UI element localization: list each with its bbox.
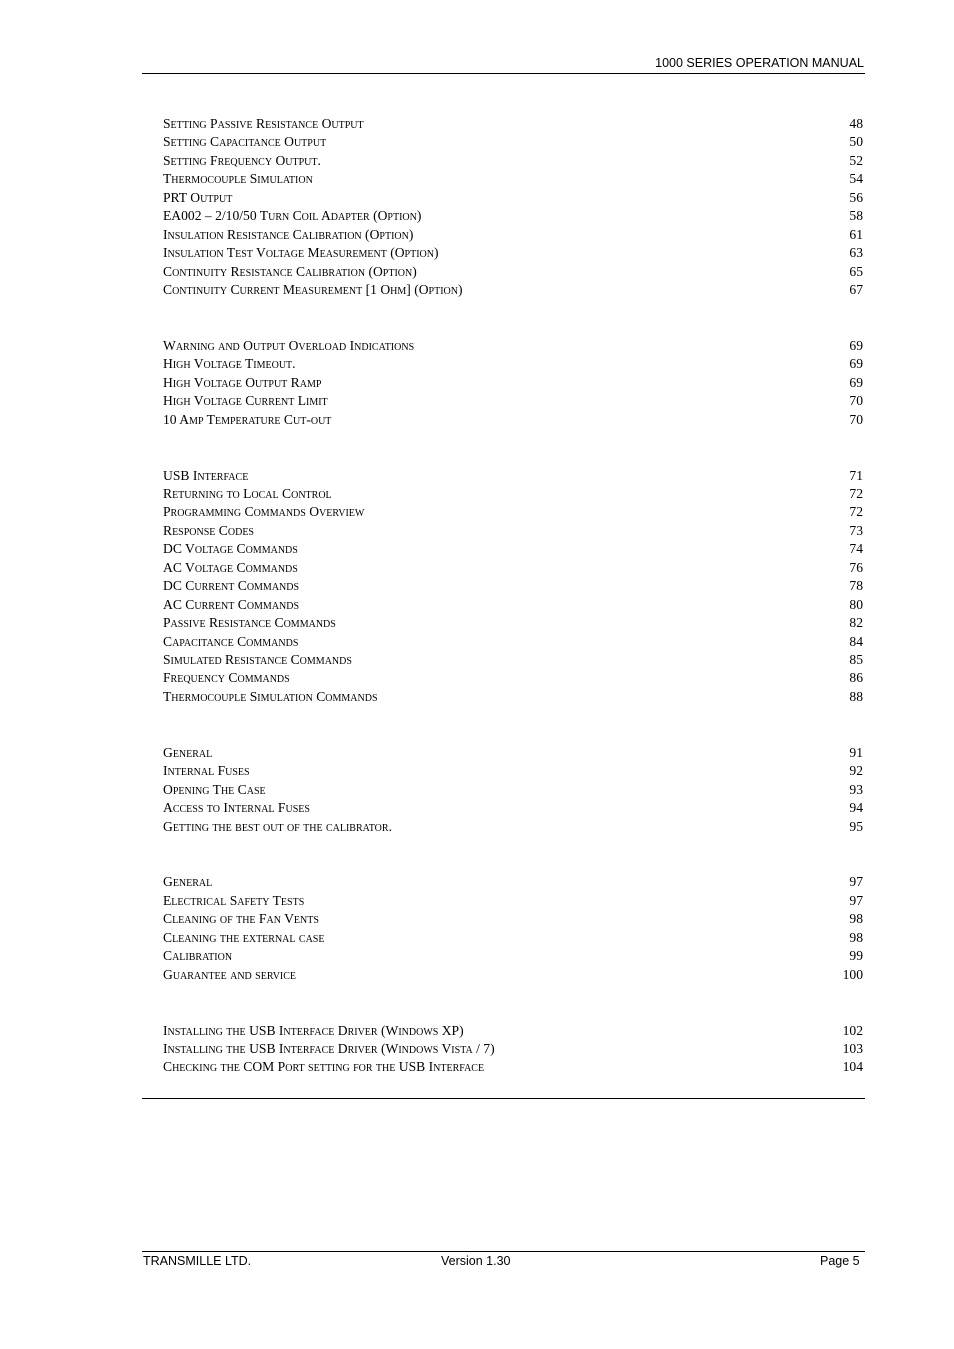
toc-entry-title: Setting Frequency Output. xyxy=(163,152,321,168)
toc-entry-title: Cleaning of the Fan Vents xyxy=(163,911,319,927)
toc-entry-title: Setting Capacitance Output xyxy=(163,134,327,150)
toc-entry-page: 92 xyxy=(849,763,863,779)
table-of-contents xyxy=(163,115,863,1114)
toc-entry-page: 98 xyxy=(849,911,863,927)
toc-entry-title: Opening The Case xyxy=(163,781,266,797)
toc-entry-title: DC Voltage Commands xyxy=(163,541,298,557)
toc-entry-page: 52 xyxy=(849,152,863,168)
toc-entry-page: 97 xyxy=(849,892,863,908)
toc-entry[interactable] xyxy=(163,540,863,558)
toc-entry-page: 104 xyxy=(842,1059,863,1075)
toc-entry-page: 69 xyxy=(849,356,863,372)
toc-entry-title: Installing the USB Interface Driver (Windows Vista / 7) xyxy=(163,1041,495,1056)
toc-entry-page: 69 xyxy=(849,374,863,390)
toc-entry-page: 97 xyxy=(849,874,863,890)
toc-entry[interactable] xyxy=(163,596,863,614)
toc-entry-page: 72 xyxy=(849,486,863,501)
toc-entry[interactable] xyxy=(163,1022,863,1040)
toc-entry-page: 98 xyxy=(849,929,863,945)
toc-entry-page: 65 xyxy=(849,263,863,279)
toc-entry-page: 93 xyxy=(849,781,863,797)
toc-entry-page: 58 xyxy=(849,208,863,224)
toc-entry[interactable] xyxy=(163,577,863,595)
toc-entry[interactable] xyxy=(163,818,863,836)
toc-entry-title: Checking the COM Port setting for the USB Interface xyxy=(163,1059,485,1075)
toc-entry[interactable] xyxy=(163,226,863,244)
toc-entry[interactable] xyxy=(163,1040,863,1058)
toc-entry-title: EA002 – 2/10/50 Turn Coil Adapter (Option) xyxy=(163,208,422,224)
toc-entry-page: 102 xyxy=(842,1022,863,1038)
toc-entry[interactable] xyxy=(163,355,863,373)
toc-entry-title: 10 Amp Temperature Cut-out xyxy=(163,411,332,427)
toc-entry[interactable] xyxy=(163,374,863,392)
toc-entry-title: AC Voltage Commands xyxy=(163,559,298,575)
toc-entry[interactable] xyxy=(163,392,863,410)
toc-entry[interactable] xyxy=(163,688,863,706)
toc-group xyxy=(163,115,863,299)
toc-entry-title: Response Codes xyxy=(163,522,254,538)
toc-entry-title: Warning and Output Overload Indications xyxy=(163,337,415,353)
toc-entry[interactable] xyxy=(163,762,863,780)
toc-entry[interactable] xyxy=(163,170,863,188)
page-header-title: 1000 SERIES OPERATION MANUAL xyxy=(655,56,864,70)
toc-entry[interactable] xyxy=(163,115,863,133)
toc-entry[interactable] xyxy=(163,966,863,984)
toc-entry-page: 72 xyxy=(849,504,863,520)
toc-entry-page: 61 xyxy=(849,226,863,242)
toc-entry[interactable] xyxy=(163,503,863,521)
toc-entry-title: Programming Commands Overview xyxy=(163,504,365,520)
toc-entry[interactable] xyxy=(163,744,863,762)
toc-entry[interactable] xyxy=(163,947,863,965)
toc-entry-page: 76 xyxy=(849,559,863,575)
toc-entry[interactable] xyxy=(163,892,863,910)
toc-entry-title: Thermocouple Simulation Commands xyxy=(163,688,378,704)
toc-entry[interactable] xyxy=(163,799,863,817)
toc-entry[interactable] xyxy=(163,873,863,891)
toc-entry-page: 82 xyxy=(849,615,863,631)
toc-entry-page: 84 xyxy=(849,633,863,649)
toc-entry[interactable] xyxy=(163,1058,863,1076)
toc-entry[interactable] xyxy=(163,522,863,540)
toc-entry[interactable] xyxy=(163,244,863,262)
toc-entry-title: Guarantee and service xyxy=(163,966,297,982)
toc-entry[interactable] xyxy=(163,781,863,799)
toc-group xyxy=(163,873,863,984)
toc-entry-title: Installing the USB Interface Driver (Windows XP) xyxy=(163,1022,464,1038)
footer-company: TRANSMILLE LTD. xyxy=(143,1254,252,1268)
toc-end-rule xyxy=(142,1098,865,1099)
toc-entry[interactable] xyxy=(163,559,863,577)
toc-entry-title: Returning to Local Control xyxy=(163,486,332,501)
toc-entry[interactable] xyxy=(163,669,863,687)
toc-entry-title: Continuity Resistance Calibration (Option) xyxy=(163,263,417,279)
toc-entry-title: Getting the best out of the calibrator. xyxy=(163,818,392,834)
toc-entry-title: Insulation Test Voltage Measurement (Option) xyxy=(163,245,439,261)
toc-entry-title: Access to Internal Fuses xyxy=(163,800,310,816)
toc-entry-title: Calibration xyxy=(163,948,233,964)
toc-entry-page: 70 xyxy=(849,411,863,427)
toc-entry[interactable] xyxy=(163,152,863,170)
toc-entry[interactable] xyxy=(163,411,863,429)
toc-entry[interactable] xyxy=(163,189,863,207)
toc-entry[interactable] xyxy=(163,910,863,928)
toc-entry-title: General xyxy=(163,744,213,760)
toc-entry[interactable] xyxy=(163,337,863,355)
toc-entry-page: 71 xyxy=(849,467,863,483)
toc-entry-title: High Voltage Current Limit xyxy=(163,393,328,409)
toc-entry-title: PRT Output xyxy=(163,189,233,205)
toc-entry-page: 99 xyxy=(849,948,863,964)
toc-entry-page: 56 xyxy=(849,189,863,205)
toc-entry-page: 94 xyxy=(849,800,863,816)
toc-entry[interactable] xyxy=(163,651,863,669)
toc-entry-page: 95 xyxy=(849,818,863,834)
toc-entry-title: DC Current Commands xyxy=(163,578,300,594)
toc-entry-page: 100 xyxy=(842,966,863,982)
toc-entry-page: 73 xyxy=(849,522,863,538)
toc-entry[interactable] xyxy=(163,263,863,281)
toc-entry-page: 48 xyxy=(849,116,863,131)
toc-entry-title: Cleaning the external case xyxy=(163,929,325,945)
toc-group xyxy=(163,467,863,707)
footer-version: Version 1.30 xyxy=(441,1254,511,1268)
toc-entry-title: Simulated Resistance Commands xyxy=(163,651,352,667)
toc-entry-title: Internal Fuses xyxy=(163,763,250,779)
toc-group xyxy=(163,744,863,836)
toc-group xyxy=(163,1022,863,1077)
toc-entry-page: 103 xyxy=(842,1041,863,1056)
footer-rule xyxy=(142,1251,865,1252)
toc-entry[interactable] xyxy=(163,207,863,225)
toc-entry-page: 74 xyxy=(849,541,863,557)
toc-group xyxy=(163,337,863,429)
toc-entry-title: Capacitance Commands xyxy=(163,633,299,649)
toc-entry-title: Frequency Commands xyxy=(163,670,290,686)
toc-entry-page: 78 xyxy=(849,578,863,594)
toc-entry-page: 70 xyxy=(849,393,863,409)
toc-entry-title: Electrical Safety Tests xyxy=(163,892,305,908)
toc-entry[interactable] xyxy=(163,467,863,485)
toc-entry-page: 69 xyxy=(849,337,863,353)
toc-entry-page: 80 xyxy=(849,596,863,612)
toc-entry-page: 86 xyxy=(849,670,863,686)
toc-entry[interactable] xyxy=(163,133,863,151)
toc-entry-title: General xyxy=(163,874,213,890)
toc-entry-page: 85 xyxy=(849,651,863,667)
header-rule xyxy=(142,73,865,74)
toc-entry-title: Thermocouple Simulation xyxy=(163,171,313,187)
toc-entry-page: 63 xyxy=(849,245,863,261)
toc-entry-page: 88 xyxy=(849,688,863,704)
footer-page-number: Page 5 xyxy=(820,1254,860,1268)
toc-entry-title: Insulation Resistance Calibration (Option) xyxy=(163,226,414,242)
toc-entry-title: Setting Passive Resistance Output xyxy=(163,116,364,131)
toc-entry-title: High Voltage Output Ramp xyxy=(163,374,322,390)
toc-entry-page: 50 xyxy=(849,134,863,150)
toc-entry[interactable] xyxy=(163,281,863,299)
toc-entry-page: 91 xyxy=(849,744,863,760)
toc-entry-title: Continuity Current Measurement [1 Ohm] (Option) xyxy=(163,281,463,297)
toc-entry-title: High Voltage Timeout. xyxy=(163,356,296,372)
toc-entry-title: USB Interface xyxy=(163,467,249,483)
toc-entry[interactable] xyxy=(163,633,863,651)
toc-entry-page: 54 xyxy=(849,171,863,187)
toc-entry[interactable] xyxy=(163,614,863,632)
toc-entry-title: Passive Resistance Commands xyxy=(163,615,336,631)
toc-entry[interactable] xyxy=(163,929,863,947)
toc-entry[interactable] xyxy=(163,485,863,503)
toc-entry-page: 67 xyxy=(849,281,863,297)
toc-entry-title: AC Current Commands xyxy=(163,596,300,612)
